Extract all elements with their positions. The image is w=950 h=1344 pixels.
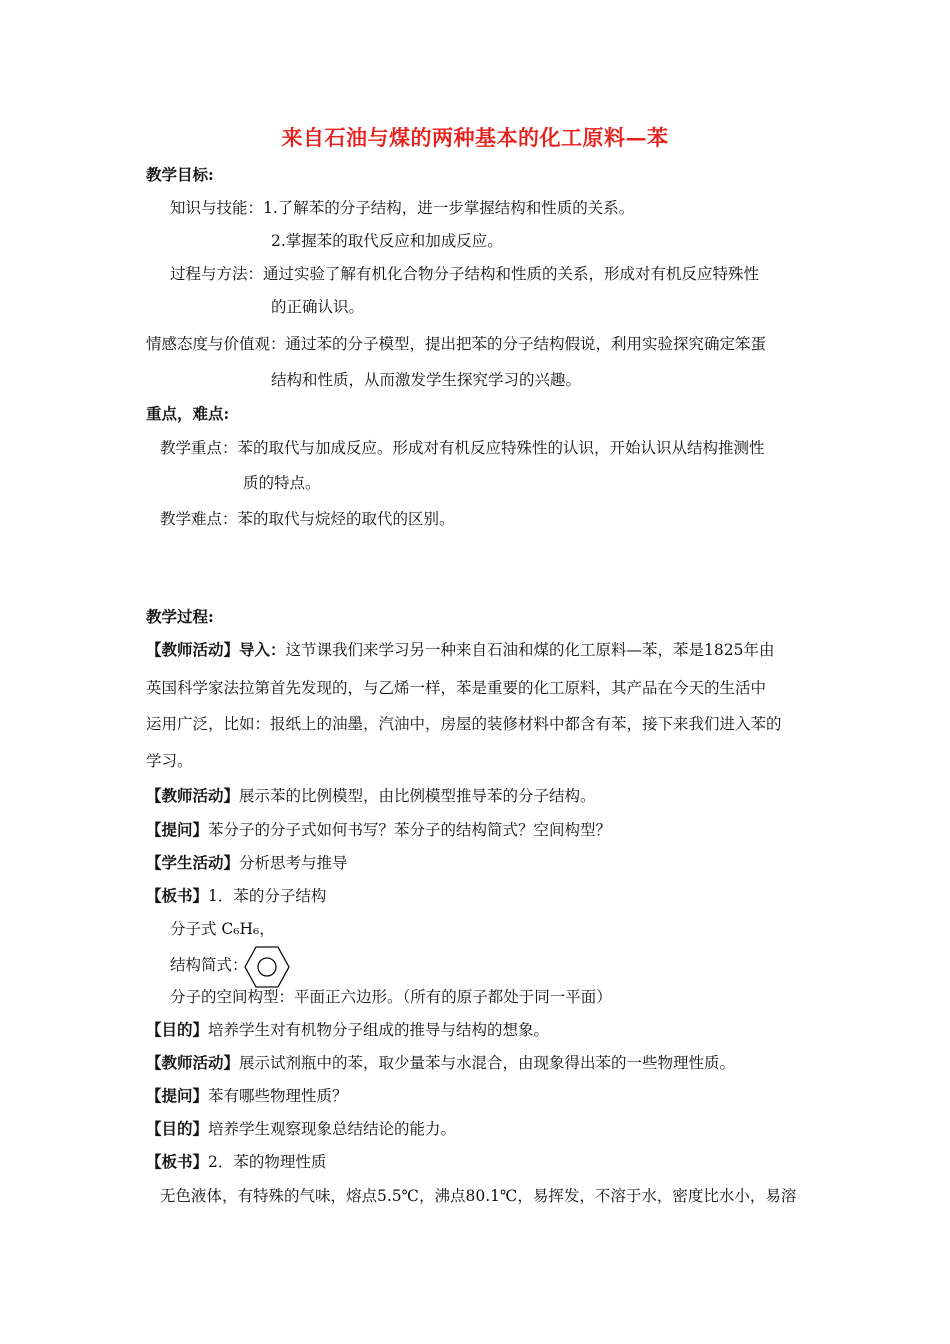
process-intro-line-2: 英国科学家法拉第首先发现的，与乙烯一样，苯是重要的化工原料，其产品在今天的生活中 [146,679,767,697]
process-heading: 教学过程: [146,607,214,626]
keypoints-focus-1: 教学重点：苯的取代与加成反应。形成对有机反应特殊性的认识，开始认识从结构推测性 [160,439,765,457]
structural-formula-label: 结构简式： [170,956,248,974]
purpose-text: 培养学生对有机物分子组成的推导与结构的想象。 [208,1021,550,1039]
intro-text: 这节课我们来学习另一种来自石油和煤的化工原料—苯，苯是1825年由 [285,641,775,659]
purpose-text: 培养学生观察现象总结结论的能力。 [208,1120,457,1138]
question-text: 苯分子的分子式如何书写？苯分子的结构简式？空间构型？ [208,821,612,839]
process-intro-line-1 [146,639,774,661]
tag-question: 【提问】 [146,820,209,839]
student-activity [146,852,348,874]
spatial-configuration: 分子的空间构型：平面正六边形。（所有的原子都处于同一平面） [170,988,612,1006]
goals-knowledge-2: 2.掌握苯的取代反应和加成反应。 [271,232,503,250]
process-intro-line-4: 学习。 [146,752,193,770]
goals-emotion-1: 情感态度与价值观：通过苯的分子模型，提出把苯的分子结构假说，利用实验探究确定笨蛋 [146,335,767,353]
goals-knowledge-1: 知识与技能：1.了解苯的分子结构，进一步掌握结构和性质的关系。 [170,199,635,217]
tag-question: 【提问】 [146,1086,209,1105]
tag-teacher-activity: 【教师活动】 [146,786,240,805]
goals-heading: 教学目标: [146,165,214,184]
goals-process-1: 过程与方法：通过实验了解有机化合物分子结构和性质的关系，形成对有机反应特殊性 [170,265,760,283]
tag-teacher-activity: 【教师活动】导入： [146,640,286,659]
question-1 [146,819,611,841]
tag-board: 【板书】 [146,886,209,905]
tag-purpose: 【目的】 [146,1119,209,1138]
purpose-1 [146,1019,549,1041]
teacher-activity-experiment [146,1052,735,1074]
benzene-ring-icon [244,944,290,990]
question-text: 苯有哪些物理性质？ [208,1087,348,1105]
student-activity-text: 分析思考与推导 [239,854,348,872]
physical-properties: 无色液体，有特殊的气味，熔点5.5℃，沸点80.1℃，易挥发，不溶于水，密度比水小，易溶 [160,1187,797,1205]
board-text: 2．苯的物理性质 [208,1153,327,1171]
tag-teacher-activity: 【教师活动】 [146,1053,240,1072]
teacher-activity-text: 展示苯的比例模型，由比例模型推导苯的分子结构。 [239,787,596,805]
tag-purpose: 【目的】 [146,1020,209,1039]
document-title: 来自石油与煤的两种基本的化工原料—苯 [281,125,669,150]
board-note-1 [146,885,326,907]
keypoints-heading: 重点，难点: [146,404,230,423]
purpose-2 [146,1118,456,1140]
board-note-2 [146,1151,326,1173]
process-intro-line-3: 运用广泛，比如：报纸上的油墨，汽油中，房屋的装修材料中都含有苯，接下来我们进入苯的 [146,715,782,733]
tag-board: 【板书】 [146,1152,209,1171]
molecular-formula: 分子式 C₆H₆， [170,920,275,938]
question-2 [146,1085,348,1107]
keypoints-focus-2: 质的特点。 [243,474,321,492]
board-text: 1．苯的分子结构 [208,887,327,905]
keypoints-difficulty: 教学难点：苯的取代与烷烃的取代的区别。 [160,510,455,528]
goals-process-2: 的正确认识。 [271,298,365,316]
tag-student-activity: 【学生活动】 [146,853,240,872]
teacher-activity-model [146,785,596,807]
teacher-activity-text: 展示试剂瓶中的苯，取少量苯与水混合，由现象得出苯的一些物理性质。 [239,1054,736,1072]
goals-emotion-2: 结构和性质，从而激发学生探究学习的兴趣。 [271,371,582,389]
